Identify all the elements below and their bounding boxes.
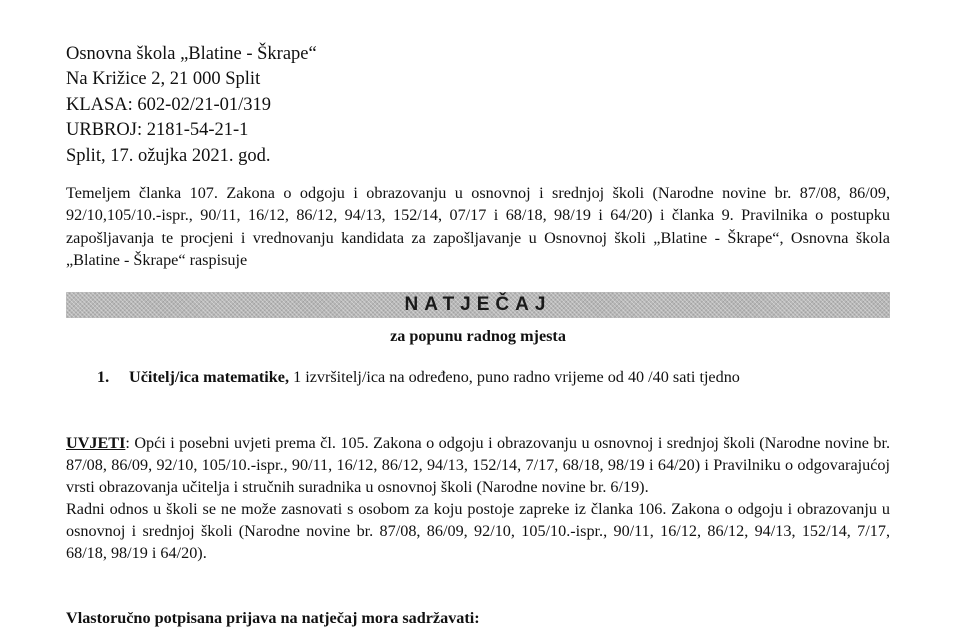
position-list-item: [97, 368, 740, 387]
intro-paragraph: Temeljem članka 107. Zakona o odgoju i obrazovanju u osnovnoj i srednjoj školi (Narodne novine br. 87/08, 86/09, 92/10,105/10.-ispr., 90/11, 16/12, 86/12, 94/13, 152/14, 07/17 i 68/18, 98/19 i 64/20) i članka 9. Pravilnika o postupku zapošljavanja te procjeni i vrednovanju kandidata za zapošljavanje u Osnovnoj školi „Blatine - Škrape“, Osnovna škola „Blatine - Škrape“ raspisuje: [66, 184, 890, 270]
banner-title: NATJEČAJ: [404, 294, 552, 315]
restrictions-paragraph: Radni odnos u školi se ne može zasnovati s osobom za koju postoje zapreke iz članka 106. Zakona o odgoju i obrazovanju u osnovnoj i srednjoj školi (Narodne novine br. 87/08, 86/09, 92/10, 105/10.-ispr., 90/11, 16/12, 86/12, 94/13, 152/14, 7/17, 68/18, 98/19 i 64/20).: [66, 500, 890, 562]
school-name: Osnovna škola „Blatine - Škrape“: [66, 44, 317, 64]
position-number: 1.: [97, 368, 110, 386]
klasa-reference: KLASA: 602-02/21-01/319: [66, 94, 272, 115]
subtitle: za popunu radnog mjesta: [390, 327, 566, 345]
conditions-paragraph: [66, 432, 890, 498]
letterhead: [66, 42, 317, 169]
school-address: Na Križice 2, 21 000 Split: [66, 69, 261, 90]
title-banner: [66, 292, 890, 318]
document-date: Split, 17. ožujka 2021. god.: [66, 145, 271, 166]
conditions-section: [66, 432, 890, 564]
conditions-text: : Opći i posebni uvjeti prema čl. 105. Zakona o odgoju i obrazovanju u osnovnoj i srednjoj školi (Narodne novine br. 87/08, 86/09, 92/10, 105/10.-ispr., 90/11, 16/12, 86/12, 94/13, 152/14, 7/17, 68/18, 98/19 i 64/20) i Pravilniku o odgovarajućoj vrsti obrazovanja učitelja i stručnih suradnika u osnovnoj školi (Narodne novine br. 6/19).: [66, 434, 890, 496]
conditions-label: UVJETI: [66, 434, 126, 452]
position-title: Učitelj/ica matematike,: [129, 368, 290, 386]
position-details: 1 izvršitelj/ica na određeno, puno radno vrijeme od 40 /40 sati tjedno: [289, 368, 740, 386]
urbroj-reference: URBROJ: 2181-54-21-1: [66, 120, 249, 141]
application-heading: Vlastoručno potpisana prijava na natječaj mora sadržavati:: [66, 609, 480, 627]
